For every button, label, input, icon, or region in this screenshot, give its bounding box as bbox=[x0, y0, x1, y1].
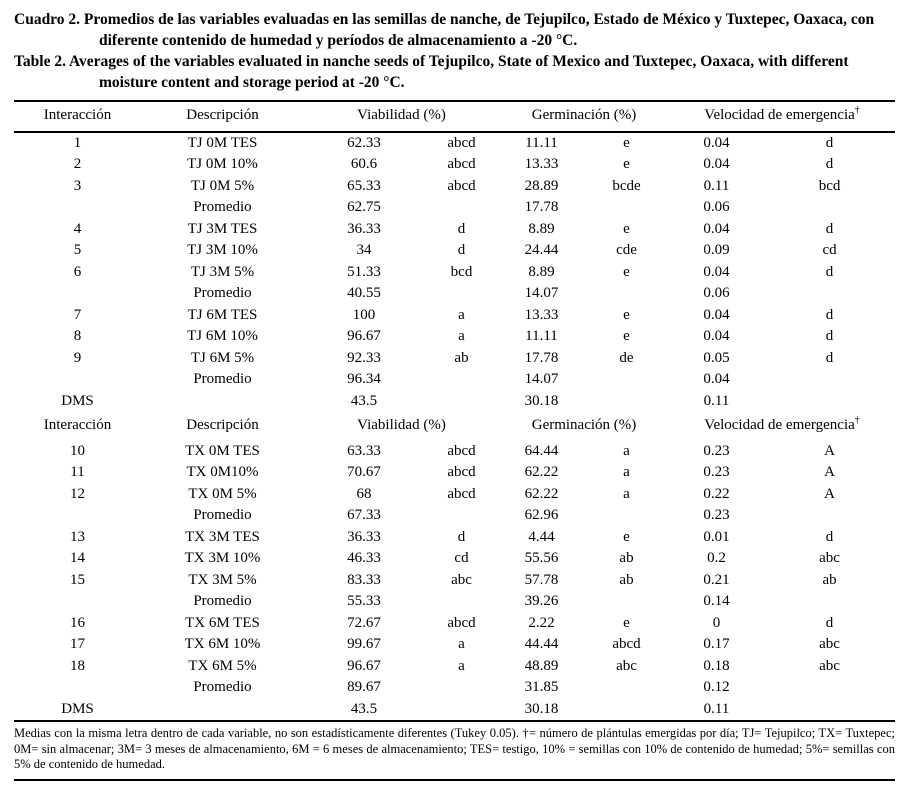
col-header-viability: Viabilidad (%) bbox=[304, 101, 499, 132]
caption-spanish: Cuadro 2. Promedios de las variables evaluadas en las semillas de nanche, de Tejupilco, Estado de México y Tuxtepec, Oaxaca, con diferente contenido de humedad y períodos de almacenamiento a -20 °C. bbox=[14, 11, 875, 49]
cell-interaction bbox=[14, 591, 141, 613]
cell-viability-value: 89.67 bbox=[347, 679, 381, 695]
cell-emergence-group: d bbox=[825, 528, 834, 545]
cell-emergence-value: 0.11 bbox=[703, 700, 730, 717]
cell-emergence-value: 0.2 bbox=[707, 550, 726, 566]
cell-emergence-value: 0.12 bbox=[703, 679, 730, 695]
cell-emergence-value: 0.09 bbox=[703, 242, 730, 258]
cell-viability-group: a bbox=[458, 306, 465, 323]
cell-description: TX 0M 5% bbox=[188, 485, 257, 502]
cell-viability-group: d bbox=[457, 242, 466, 258]
cell-emergence-value: 0.23 bbox=[703, 442, 730, 459]
cell-interaction: 16 bbox=[70, 614, 85, 631]
cell-emergence-group: abc bbox=[819, 657, 840, 674]
table-row bbox=[14, 305, 895, 327]
table-row bbox=[14, 505, 895, 527]
cell-viability-value: 67.33 bbox=[347, 507, 381, 523]
cell-viability-group: abcd bbox=[447, 485, 476, 502]
table-row bbox=[14, 484, 895, 506]
cell-germination-group: e bbox=[623, 134, 630, 151]
cell-germination-value: 2.22 bbox=[528, 614, 555, 631]
table-row bbox=[14, 369, 895, 391]
table-row bbox=[14, 154, 895, 176]
cell-germination-value: 62.22 bbox=[524, 464, 559, 480]
table-row bbox=[14, 656, 895, 678]
cell-interaction bbox=[14, 677, 141, 699]
cell-interaction: DMS bbox=[61, 392, 94, 409]
cell-emergence-value: 0.04 bbox=[703, 220, 730, 237]
cell-description: TJ 0M 5% bbox=[190, 177, 255, 194]
cell-viability-group: abcd bbox=[447, 464, 476, 480]
table-row bbox=[14, 262, 895, 284]
cell-interaction: 1 bbox=[73, 134, 82, 151]
cell-viability-value: 40.55 bbox=[347, 285, 381, 301]
cell-germination-value: 57.78 bbox=[524, 571, 559, 588]
cell-emergence-value: 0.21 bbox=[703, 571, 730, 588]
caption-english: Table 2. Averages of the variables evaluated in nanche seeds of Tejupilco, State of Mexico and Tuxtepec, Oaxaca, with different moisture content and storage period at -20 °C. bbox=[14, 53, 849, 91]
cell-germination-value: 64.44 bbox=[524, 442, 559, 459]
cell-description: TX 6M TES bbox=[185, 614, 260, 631]
cell-interaction: 2 bbox=[73, 156, 82, 172]
cell-description: TX 3M 5% bbox=[188, 571, 257, 588]
cell-description: TX 0M10% bbox=[186, 464, 259, 480]
cell-germination-group: de bbox=[619, 349, 634, 366]
col-header-description: Descripción bbox=[186, 417, 259, 433]
cell-viability-group bbox=[424, 283, 499, 305]
cell-description: Promedio bbox=[193, 507, 252, 523]
cell-interaction bbox=[14, 197, 141, 219]
cell-germination-group bbox=[584, 283, 669, 305]
table-row bbox=[14, 677, 895, 699]
cell-viability-value: 60.6 bbox=[350, 156, 378, 172]
cell-viability-group: a bbox=[458, 636, 465, 652]
cell-germination-value: 28.89 bbox=[524, 177, 559, 194]
cell-viability-group: abc bbox=[451, 571, 472, 588]
cell-germination-group: bcde bbox=[612, 177, 641, 194]
cell-emergence-value: 0.01 bbox=[703, 528, 730, 545]
cell-emergence-group: A bbox=[824, 485, 835, 502]
table-row bbox=[14, 548, 895, 570]
col-header-germination: Germinación (%) bbox=[499, 101, 669, 132]
cell-germination-group bbox=[584, 391, 669, 413]
cell-germination-value: 11.11 bbox=[525, 328, 558, 344]
cell-germination-group: abcd bbox=[612, 636, 641, 652]
cell-emergence-group bbox=[764, 369, 895, 391]
cell-interaction: 7 bbox=[73, 306, 82, 323]
cell-germination-value: 24.44 bbox=[524, 242, 559, 258]
cell-description: TJ 6M 10% bbox=[187, 328, 258, 344]
cell-description: TX 3M TES bbox=[185, 528, 260, 545]
cell-germination-value: 62.22 bbox=[524, 485, 559, 502]
table-row bbox=[14, 326, 895, 348]
cell-germination-group: ab bbox=[619, 571, 634, 588]
table-row bbox=[14, 197, 895, 219]
table-row bbox=[14, 176, 895, 198]
col-header-viability: Viabilidad (%) bbox=[357, 417, 446, 433]
cell-viability-group: bcd bbox=[450, 263, 473, 280]
cell-germination-group: e bbox=[623, 156, 630, 172]
cell-viability-value: 100 bbox=[352, 306, 376, 323]
cell-germination-value: 44.44 bbox=[524, 636, 559, 652]
cell-emergence-value: 0.06 bbox=[703, 285, 730, 301]
cell-viability-group: cd bbox=[454, 550, 469, 566]
cell-viability-value: 70.67 bbox=[347, 464, 381, 480]
cell-viability-value: 96.67 bbox=[347, 328, 381, 344]
cell-viability-value: 96.34 bbox=[347, 371, 381, 387]
cell-emergence-group: d bbox=[825, 263, 834, 280]
cell-emergence-value: 0.11 bbox=[703, 392, 730, 409]
cell-interaction bbox=[14, 283, 141, 305]
cell-emergence-group: d bbox=[825, 328, 834, 344]
cell-description: TX 6M 5% bbox=[188, 657, 257, 674]
cell-germination-value: 31.85 bbox=[524, 679, 559, 695]
dagger-icon: † bbox=[854, 415, 860, 426]
cell-viability-value: 55.33 bbox=[347, 593, 381, 609]
cell-description: Promedio bbox=[193, 679, 252, 695]
col-header-emergence: Velocidad de emergencia† bbox=[704, 415, 860, 433]
col-header-emergence: Velocidad de emergencia† bbox=[669, 101, 895, 132]
cell-emergence-group: d bbox=[825, 306, 834, 323]
cell-emergence-group bbox=[764, 505, 895, 527]
cell-viability-group bbox=[424, 369, 499, 391]
cell-germination-group: e bbox=[623, 263, 630, 280]
cell-germination-group bbox=[584, 505, 669, 527]
table-row bbox=[14, 441, 895, 463]
cell-viability-value: 43.5 bbox=[350, 392, 378, 409]
cell-emergence-group: bcd bbox=[818, 177, 841, 194]
cell-viability-value: 36.33 bbox=[347, 528, 381, 545]
cell-interaction: 18 bbox=[70, 657, 85, 674]
cell-viability-value: 62.33 bbox=[347, 134, 381, 151]
cell-germination-value: 17.78 bbox=[524, 199, 559, 215]
cell-description bbox=[141, 699, 304, 722]
cell-viability-group: ab bbox=[454, 349, 469, 366]
cell-interaction: 4 bbox=[73, 220, 82, 237]
cell-interaction: 3 bbox=[73, 177, 82, 194]
cell-viability-value: 96.67 bbox=[347, 657, 381, 674]
cell-emergence-value: 0.11 bbox=[703, 177, 730, 194]
cell-emergence-value: 0.23 bbox=[703, 507, 730, 523]
cell-emergence-group bbox=[764, 283, 895, 305]
cell-germination-value: 30.18 bbox=[524, 392, 559, 409]
cell-viability-group: abcd bbox=[447, 614, 476, 631]
cell-viability-value: 63.33 bbox=[347, 442, 381, 459]
cell-description: Promedio bbox=[193, 285, 252, 301]
cell-interaction: 15 bbox=[70, 571, 85, 588]
cell-emergence-group bbox=[764, 591, 895, 613]
column-header-row bbox=[14, 101, 895, 132]
cell-emergence-group: cd bbox=[822, 242, 837, 258]
cell-emergence-group bbox=[764, 391, 895, 413]
cell-emergence-value: 0.04 bbox=[703, 156, 730, 172]
cell-germination-group: e bbox=[623, 328, 630, 344]
cell-germination-value: 13.33 bbox=[524, 306, 559, 323]
cell-description bbox=[141, 391, 304, 413]
cell-emergence-value: 0.04 bbox=[703, 371, 730, 387]
cell-viability-group bbox=[424, 699, 499, 722]
table-row bbox=[14, 613, 895, 635]
cell-emergence-group: d bbox=[825, 349, 834, 366]
cell-interaction: 12 bbox=[70, 485, 85, 502]
cell-emergence-group: A bbox=[824, 442, 835, 459]
cell-viability-value: 92.33 bbox=[347, 349, 381, 366]
cell-viability-group bbox=[424, 677, 499, 699]
table-row bbox=[14, 132, 895, 155]
cell-viability-group: a bbox=[458, 657, 465, 674]
dagger-icon: † bbox=[854, 105, 860, 116]
cell-viability-value: 68 bbox=[356, 485, 372, 502]
cell-viability-group bbox=[424, 391, 499, 413]
cell-interaction: 9 bbox=[73, 349, 82, 366]
cell-description: TJ 3M 5% bbox=[190, 263, 255, 280]
cell-germination-value: 13.33 bbox=[524, 156, 559, 172]
cell-emergence-group: d bbox=[825, 156, 834, 172]
cell-interaction: 6 bbox=[73, 263, 82, 280]
cell-description: TJ 0M 10% bbox=[187, 156, 258, 172]
cell-interaction bbox=[14, 505, 141, 527]
table-row bbox=[14, 219, 895, 241]
cell-germination-value: 17.78 bbox=[524, 349, 559, 366]
cell-interaction: 17 bbox=[70, 636, 85, 652]
cell-emergence-value: 0 bbox=[712, 614, 721, 631]
cell-germination-group: e bbox=[623, 528, 630, 545]
cell-viability-group: a bbox=[458, 328, 465, 344]
cell-emergence-value: 0.06 bbox=[703, 199, 730, 215]
table-row bbox=[14, 348, 895, 370]
cell-description: TX 6M 10% bbox=[184, 636, 261, 652]
cell-viability-group: abcd bbox=[447, 177, 476, 194]
table-row bbox=[14, 391, 895, 413]
cell-germination-group: cde bbox=[616, 242, 637, 258]
cell-germination-group: abc bbox=[616, 657, 637, 674]
col-header-interaction: Interacción bbox=[43, 417, 112, 433]
cell-emergence-group bbox=[764, 197, 895, 219]
cell-germination-value: 39.26 bbox=[524, 593, 559, 609]
col-header-germination: Germinación (%) bbox=[531, 417, 637, 433]
cell-description: TX 3M 10% bbox=[184, 550, 261, 566]
cell-description: TJ 6M TES bbox=[187, 306, 258, 323]
cell-emergence-group bbox=[764, 677, 895, 699]
table-row bbox=[14, 240, 895, 262]
cell-germination-value: 11.11 bbox=[525, 134, 558, 151]
cell-viability-group: abcd bbox=[447, 134, 476, 151]
cell-description: Promedio bbox=[193, 199, 252, 215]
cell-emergence-value: 0.04 bbox=[703, 263, 730, 280]
cell-germination-value: 8.89 bbox=[528, 220, 555, 237]
cell-interaction: 13 bbox=[70, 528, 85, 545]
col-header-interaction: Interacción bbox=[14, 101, 141, 132]
table-row bbox=[14, 591, 895, 613]
cell-germination-group bbox=[584, 197, 669, 219]
cell-germination-value: 14.07 bbox=[524, 371, 559, 387]
cell-germination-group bbox=[584, 677, 669, 699]
cell-description: TJ 6M 5% bbox=[190, 349, 255, 366]
cell-germination-value: 55.56 bbox=[524, 550, 559, 566]
cell-emergence-value: 0.23 bbox=[703, 464, 730, 480]
cell-viability-value: 62.75 bbox=[347, 199, 381, 215]
cell-germination-group bbox=[584, 369, 669, 391]
cell-germination-group: e bbox=[623, 306, 630, 323]
table-row bbox=[14, 527, 895, 549]
cell-emergence-group: abc bbox=[819, 550, 840, 566]
cell-emergence-group bbox=[764, 699, 895, 722]
cell-emergence-group: abc bbox=[819, 636, 840, 652]
footnote: Medias con la misma letra dentro de cada variable, no son estadísticamente diferentes (Tukey 0.05). †= número de plántulas emergidas por día; TJ= Tejupilco; TX= Tuxtepec; 0M= sin almacenar; 3M= 3 meses de almacenamiento, 6M = 6 meses de almacenamiento; TES= testigo, 10% = semillas con 10% de contenido de humedad; 5%= semillas con 5% de contenido de humedad. bbox=[14, 722, 895, 781]
cell-emergence-value: 0.14 bbox=[703, 593, 730, 609]
cell-emergence-group: A bbox=[824, 464, 835, 480]
cell-germination-value: 8.89 bbox=[528, 263, 555, 280]
cell-description: TX 0M TES bbox=[185, 442, 260, 459]
cell-viability-group: d bbox=[457, 528, 466, 545]
cell-viability-value: 46.33 bbox=[347, 550, 381, 566]
cell-description: TJ 3M TES bbox=[187, 220, 258, 237]
cell-viability-value: 36.33 bbox=[347, 220, 381, 237]
cell-emergence-value: 0.04 bbox=[703, 328, 730, 344]
cell-viability-group bbox=[424, 505, 499, 527]
cell-viability-value: 83.33 bbox=[347, 571, 381, 588]
cell-viability-group: d bbox=[457, 220, 466, 237]
cell-viability-group bbox=[424, 197, 499, 219]
cell-germination-value: 62.96 bbox=[524, 507, 559, 523]
cell-emergence-group: d bbox=[825, 134, 834, 151]
cell-emergence-value: 0.05 bbox=[703, 349, 730, 366]
cell-viability-group: abcd bbox=[447, 156, 476, 172]
cell-description: TJ 3M 10% bbox=[187, 242, 258, 258]
cell-germination-group bbox=[584, 699, 669, 722]
cell-germination-group: ab bbox=[619, 550, 634, 566]
cell-germination-group: a bbox=[623, 485, 630, 502]
cell-emergence-value: 0.18 bbox=[703, 657, 730, 674]
cell-viability-group: abcd bbox=[447, 442, 476, 459]
cell-germination-group bbox=[584, 591, 669, 613]
table-caption-block bbox=[14, 9, 895, 93]
cell-emergence-group: ab bbox=[822, 571, 837, 588]
cell-germination-value: 14.07 bbox=[524, 285, 559, 301]
table-row bbox=[14, 634, 895, 656]
column-header-row bbox=[14, 412, 895, 441]
cell-viability-value: 34 bbox=[356, 242, 372, 258]
cell-germination-value: 30.18 bbox=[524, 700, 559, 717]
table-row bbox=[14, 699, 895, 722]
cell-germination-group: a bbox=[623, 464, 630, 480]
cell-germination-group: a bbox=[623, 442, 630, 459]
results-table bbox=[14, 100, 895, 722]
cell-description: Promedio bbox=[193, 593, 252, 609]
cell-viability-value: 99.67 bbox=[347, 636, 381, 652]
cell-interaction: DMS bbox=[61, 700, 94, 717]
table-row bbox=[14, 283, 895, 305]
cell-description: TJ 0M TES bbox=[187, 134, 258, 151]
cell-interaction: 11 bbox=[70, 464, 85, 480]
table-row bbox=[14, 462, 895, 484]
cell-interaction bbox=[14, 369, 141, 391]
cell-emergence-group: d bbox=[825, 220, 834, 237]
cell-germination-group: e bbox=[623, 220, 630, 237]
cell-viability-value: 51.33 bbox=[347, 263, 381, 280]
cell-viability-value: 65.33 bbox=[347, 177, 381, 194]
results-table-body bbox=[14, 101, 895, 721]
cell-germination-value: 4.44 bbox=[528, 528, 555, 545]
cell-emergence-group: d bbox=[825, 614, 834, 631]
cell-emergence-value: 0.22 bbox=[703, 485, 730, 502]
cell-germination-value: 48.89 bbox=[524, 657, 559, 674]
cell-interaction: 14 bbox=[70, 550, 85, 566]
cell-emergence-value: 0.04 bbox=[703, 306, 730, 323]
cell-viability-group bbox=[424, 591, 499, 613]
cell-description: Promedio bbox=[193, 371, 252, 387]
cell-germination-group: e bbox=[623, 614, 630, 631]
cell-interaction: 8 bbox=[73, 328, 82, 344]
cell-emergence-value: 0.04 bbox=[703, 134, 730, 151]
cell-viability-value: 43.5 bbox=[350, 700, 378, 717]
col-header-description: Descripción bbox=[141, 101, 304, 132]
cell-viability-value: 72.67 bbox=[347, 614, 381, 631]
table-row bbox=[14, 570, 895, 592]
cell-interaction: 10 bbox=[70, 442, 85, 459]
cell-interaction: 5 bbox=[73, 242, 82, 258]
cell-emergence-value: 0.17 bbox=[703, 636, 730, 652]
